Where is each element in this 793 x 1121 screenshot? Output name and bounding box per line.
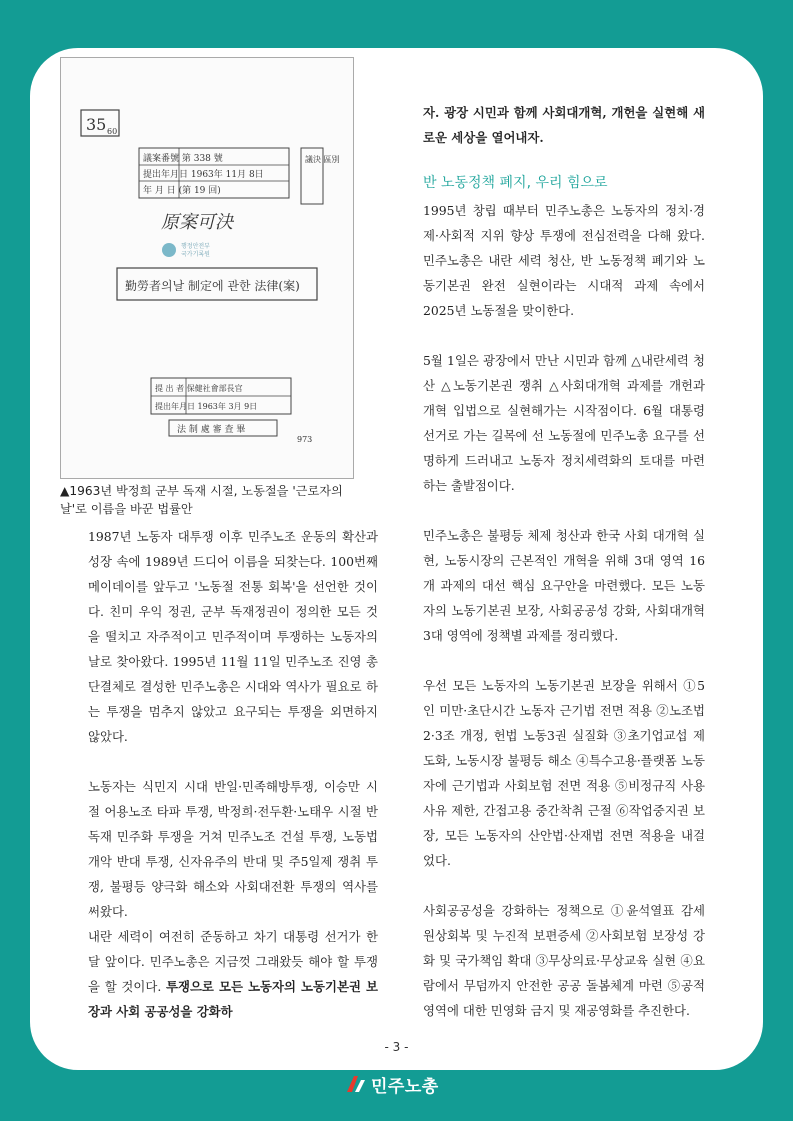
left-paragraph-2: 노동자는 식민지 시대 반일·민족해방투쟁, 이승만 시절 어용노조 타파 투쟁, 박정희·전두환·노태우 시절 반독재 민주화 투쟁을 거쳐 민주노조 건설 투쟁, 노동법 개악 반대 투쟁, 신자유주의 반대 및 주5일제 쟁취 투쟁, 불평등 양극화 해소와 사회대전환 투쟁의 역사를 써왔다. xyxy=(88,779,378,919)
stamp-number: 35 xyxy=(86,115,107,134)
left-paragraph-3 xyxy=(88,924,378,1024)
bottom-row-2: 提出年月日 1963年 3月 9日 xyxy=(155,402,258,411)
left-column xyxy=(88,524,378,1024)
stamp-sub: 60 xyxy=(107,127,118,136)
form-row-1: 議案番號 第 338 號 xyxy=(143,154,223,164)
right-paragraph-4: 우선 모든 노동자의 노동기본권 보장을 위해서 ①5인 미만·초단시간 노동자 근기법 전면 적용 ②노조법 2·3조 개정, 헌법 노동3권 실질화 ③초기업교섭 제도화, 노동시장 불평등 해소 ④특수고용·플랫폼 노동자에 근기법과 사회보험 전면 적용 ⑤비정규직 사용 사유 제한, 간접고용 중간착취 근절 ⑥작업중지권 보장, 모든 노동자의 산안법·산재법 전면 적용을 내걸었다. xyxy=(423,678,705,868)
right-column xyxy=(423,100,705,1023)
signature: 原案可決 xyxy=(161,212,233,233)
bill-title: 勤勞者의날 制定에 관한 法律(案) xyxy=(125,279,300,293)
review-stamp: 法 制 處 審 査 畢 xyxy=(177,425,246,435)
document-scan xyxy=(61,58,353,478)
form-row-3: 年 月 日 (第 19 回) xyxy=(143,186,221,196)
kctu-logo xyxy=(345,1073,439,1095)
watermark-line-2: 국가기록원 xyxy=(181,251,210,258)
left-paragraph-1: 1987년 노동자 대투쟁 이후 민주노조 운동의 확산과 성장 속에 1989년 드디어 이름을 되찾는다. 100번째 메이데이를 앞두고 '노동절 전통 회복'을 선언한 것이다. 친미 우익 정권, 군부 독재정권이 정의한 모든 것을 떨치고 자주적이고 민주적이며 투쟁하는 노동자의 날로 찾아왔다. 1995년 11월 11일 민주노조 진영 총단결체로 결성한 민주노총은 시대와 역사가 필요로 하는 투쟁을 멈추지 않았고 요구되는 투쟁을 외면하지 않았다. xyxy=(88,529,378,744)
kctu-logo-text: 민주노총 xyxy=(371,1076,439,1097)
right-paragraph-3: 민주노총은 불평등 체제 청산과 한국 사회 대개혁 실현, 노동시장의 근본적인 개혁을 위해 3대 영역 16개 과제의 대선 핵심 요구안을 마련했다. 모든 노동자의 노동기본권 보장, 사회공공성 강화, 사회대개혁 3대 영역에 정책별 과제를 정리했다. xyxy=(423,528,705,643)
form-row-2: 提出年月日 1963年 11月 8日 xyxy=(143,170,264,180)
right-paragraph-1: 1995년 창립 때부터 민주노총은 노동자의 정치·경제·사회적 지위 향상 투쟁에 전심전력을 다해 왔다. 민주노총은 내란 세력 청산, 반 노동정책 폐기와 노동기본권 완전 실현이라는 시대적 과제 속에서 2025년 노동절을 맞이한다. xyxy=(423,203,705,318)
right-paragraph-2: 5월 1일은 광장에서 만난 시민과 함께 △내란세력 청산 △노동기본권 쟁취 △사회대개혁 과제를 개헌과 개혁 입법으로 실현해가는 시작점이다. 6월 대통령 선거로 가는 길목에 선 노동절에 민주노총 요구를 선명하게 드러내고 노동자 정치세력화의 토대를 마련하는 출발점이다. xyxy=(423,353,705,493)
kctu-logo-icon xyxy=(345,1074,367,1094)
left-paragraph-3-normal: 내란 세력이 여전히 준동하고 차기 대통령 선거가 한 달 앞이다. 민주노총은 지금껏 그래왔듯 해야 할 투쟁을 할 것이다. xyxy=(88,929,378,994)
bottom-row-1: 提 出 者 保健社會部長官 xyxy=(155,384,243,393)
left-paragraph-3-bold: 투쟁으로 모든 노동자의 노동기본권 보장과 사회 공공성을 강화하 xyxy=(88,979,378,1019)
page-number: - 3 - xyxy=(384,1040,409,1054)
right-paragraph-0: 자. 광장 시민과 함께 사회대개혁, 개헌을 실현해 새로운 세상을 열어내자. xyxy=(423,105,705,145)
archive-logo-icon xyxy=(162,243,176,257)
right-paragraph-5: 사회공공성을 강화하는 정책으로 ①윤석열표 감세 원상회복 및 누진적 보편증세 ②사회보험 보장성 강화 및 국가책임 확대 ③무상의료·무상교육 실현 ④요람에서 무덤까지 안전한 공공 돌봄체계 마련 ⑤공적영역에 대한 민영화 금지 및 재공영화를 추진한다. xyxy=(423,903,705,1018)
side-box-label: 議決 區別 xyxy=(305,155,340,164)
photo-caption: ▲1963년 박정희 군부 독재 시절, 노동절을 '근로자의날'로 이름을 바꾼 법률안 xyxy=(60,484,343,516)
section-subheading: 반 노동정책 폐지, 우리 힘으로 xyxy=(423,175,608,191)
watermark-line-1: 행정안전부 xyxy=(181,243,210,250)
document-code: 973 xyxy=(297,435,313,444)
historical-document-photo xyxy=(60,57,354,479)
